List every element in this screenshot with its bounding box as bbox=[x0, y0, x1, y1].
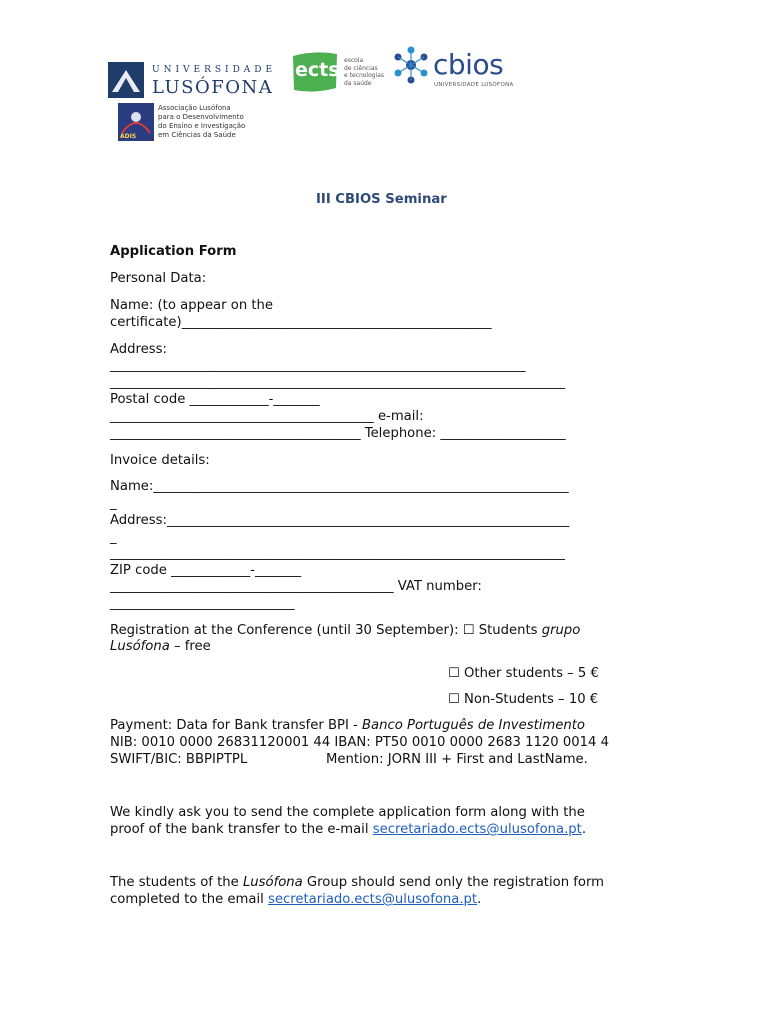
option-other-students[interactable]: ☐ Other students – 5 € bbox=[448, 666, 599, 681]
invoice-details-label: Invoice details: bbox=[110, 453, 210, 468]
lusofona-emblem-icon bbox=[108, 62, 144, 98]
invoice-address-line2: _____________________________________________________________________ bbox=[110, 546, 565, 561]
name-field-line: certificate)_______________________________________________ bbox=[110, 315, 492, 330]
request-line1: We kindly ask you to send the complete application form along with the bbox=[110, 805, 585, 820]
seminar-title: III CBIOS Seminar bbox=[316, 192, 447, 207]
grupo-italic: grupo bbox=[541, 623, 581, 638]
cbios-caption: UNIVERSIDADE LUSÓFONA bbox=[434, 82, 514, 88]
personal-data-label: Personal Data: bbox=[110, 271, 207, 286]
request-line2: proof of the bank transfer to the e-mail secretariado.ects@ulusofona.pt. bbox=[110, 822, 587, 837]
form-title: Application Form bbox=[110, 244, 237, 259]
address-label: Address: bbox=[110, 342, 167, 357]
cbios-molecule-icon bbox=[390, 44, 432, 86]
registration-line bbox=[110, 622, 580, 639]
universidade-lusofona-logo bbox=[108, 62, 280, 100]
adis-badge: ADIS bbox=[120, 133, 137, 140]
invoice-address-cont: _ bbox=[110, 530, 117, 545]
vat-field-line2: ____________________________ bbox=[110, 596, 295, 611]
lusofona-line1: UNIVERSIDADE bbox=[152, 65, 277, 75]
invoice-name-field: Name:_______________________________________________________________ bbox=[110, 479, 569, 494]
ects-caption: escola de ciências e tecnologias da saúde bbox=[344, 57, 385, 87]
lusofona-line2: LUSÓFONA bbox=[152, 77, 274, 98]
cbios-word: cbios bbox=[433, 48, 504, 81]
invoice-address-field: Address:_____________________________________________________________ bbox=[110, 513, 570, 528]
ects-logo bbox=[290, 50, 390, 96]
swift-bic: SWIFT/BIC: BBPIPTPL bbox=[110, 752, 248, 767]
students-line2: completed to the email secretariado.ects@ulusofona.pt. bbox=[110, 892, 482, 907]
students-email-link[interactable]: secretariado.ects@ulusofona.pt bbox=[268, 892, 478, 907]
adis-logo bbox=[118, 103, 258, 143]
postal-code-field: Postal code ____________-_______ bbox=[110, 392, 320, 407]
free-text: – free bbox=[169, 639, 211, 654]
payment-text: Payment: Data for Bank transfer BPI - bbox=[110, 718, 362, 733]
request-email-link[interactable]: secretariado.ects@ulusofona.pt bbox=[372, 822, 582, 837]
lusofona-group-italic: Lusófona bbox=[242, 875, 303, 890]
vat-field-line: ___________________________________________ VAT number: bbox=[110, 579, 482, 594]
address-field-line1: _______________________________________________________________ bbox=[110, 358, 526, 373]
students-line1: The students of the Lusófona Group should send only the registration form bbox=[110, 875, 604, 890]
invoice-name-cont: _ bbox=[110, 496, 117, 511]
mention-text: Mention: JORN III + First and LastName. bbox=[326, 752, 588, 767]
zip-code-field: ZIP code ____________-_______ bbox=[110, 563, 302, 578]
lusofona-italic: Lusófona bbox=[110, 639, 170, 654]
registration-free-line bbox=[110, 638, 211, 655]
ects-word: ects bbox=[295, 59, 340, 81]
address-field-line2: _____________________________________________________________________ bbox=[110, 375, 565, 390]
bank-name-italic: Banco Português de Investimento bbox=[362, 718, 585, 733]
telephone-field-line: ______________________________________ Telephone: ___________________ bbox=[110, 426, 566, 441]
payment-line bbox=[110, 717, 585, 734]
registration-text: Registration at the Conference (until 30 September): ☐ Students bbox=[110, 623, 542, 638]
option-non-students[interactable]: ☐ Non-Students – 10 € bbox=[448, 692, 599, 707]
email-field-line: ________________________________________ e-mail: bbox=[110, 409, 424, 424]
nib-iban-line: NIB: 0010 0000 26831120001 44 IBAN: PT50 0010 0000 2683 1120 0014 4 bbox=[110, 735, 609, 750]
adis-caption: Associação Lusófona para o Desenvolvimento do Ensino e Investigação em Ciências da Saúde bbox=[158, 104, 246, 139]
cbios-logo bbox=[390, 44, 525, 96]
name-line1: Name: (to appear on the bbox=[110, 298, 274, 313]
